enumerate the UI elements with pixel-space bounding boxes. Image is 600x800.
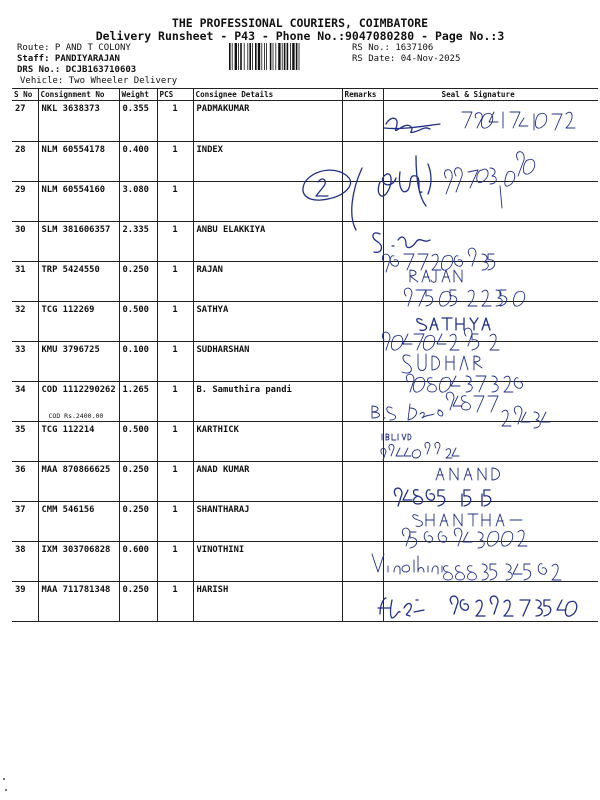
vehicle: Vehicle: Two Wheeler Delivery xyxy=(20,76,178,86)
cell-sno: 33 xyxy=(12,342,38,382)
cell-consignee: PADMAKUMAR xyxy=(193,101,342,142)
cell-seal xyxy=(383,142,598,182)
cell-consignee: KARTHICK xyxy=(193,422,342,462)
cell-sno: 29 xyxy=(12,182,38,222)
cell-sno: 38 xyxy=(12,542,38,582)
barcode-bar xyxy=(252,43,253,70)
cell-consignment: NKL 3638373 xyxy=(38,101,119,142)
barcode-bar xyxy=(255,43,257,70)
cell-pcs: 1 xyxy=(157,142,193,182)
scan-speck xyxy=(3,778,5,780)
table-row xyxy=(12,582,598,622)
cell-consignee: HARISH xyxy=(193,582,342,622)
cell-remarks xyxy=(342,582,383,622)
cell-sno: 30 xyxy=(12,222,38,262)
cell-remarks xyxy=(342,101,383,142)
cell-pcs: 1 xyxy=(157,342,193,382)
cell-consignment: SLM 381606357 xyxy=(38,222,119,262)
rs-date: RS Date: 04-Nov-2025 xyxy=(352,54,461,64)
cell-sno: 34 xyxy=(12,382,38,422)
barcode-bar xyxy=(292,43,294,70)
table-row xyxy=(12,422,598,462)
barcode-bar xyxy=(284,43,286,70)
cell-pcs: 1 xyxy=(157,222,193,262)
barcode-bar xyxy=(240,43,242,70)
table-row xyxy=(12,222,598,262)
cell-consignee: SUDHARSHAN xyxy=(193,342,342,382)
barcode-bar xyxy=(264,43,265,70)
barcode-bar xyxy=(258,43,260,70)
staff: Staff: PANDIYARAJAN xyxy=(17,54,120,64)
cell-seal xyxy=(383,342,598,382)
cell-consignee: INDEX xyxy=(193,142,342,182)
cell-consignment: MAA 711781348 xyxy=(38,582,119,622)
cell-consignee: ANBU ELAKKIYA xyxy=(193,222,342,262)
cell-pcs: 1 xyxy=(157,462,193,502)
cell-consignment: IXM 303706828 xyxy=(38,542,119,582)
barcode-bar xyxy=(296,43,298,70)
table-row xyxy=(12,382,598,422)
cell-pcs: 1 xyxy=(157,582,193,622)
cell-remarks xyxy=(342,382,383,422)
cell-seal xyxy=(383,222,598,262)
col-sno: S No xyxy=(12,89,38,101)
barcode-bar xyxy=(299,43,300,70)
cell-sno: 37 xyxy=(12,502,38,542)
barcode-bar xyxy=(273,43,274,70)
cell-consignment: TCG 112214 xyxy=(38,422,119,462)
cell-sno: 39 xyxy=(12,582,38,622)
cell-weight: 0.250 xyxy=(119,582,157,622)
cell-pcs: 1 xyxy=(157,422,193,462)
cell-remarks xyxy=(342,422,383,462)
cell-weight: 0.500 xyxy=(119,422,157,462)
table-row xyxy=(12,142,598,182)
cell-seal xyxy=(383,462,598,502)
barcode-bar xyxy=(235,43,237,70)
table-row xyxy=(12,462,598,502)
table-header-row xyxy=(12,89,598,101)
barcode-bar xyxy=(244,43,245,70)
route: Route: P AND T COLONY xyxy=(17,43,131,53)
cell-seal xyxy=(383,302,598,342)
cell-weight: 0.400 xyxy=(119,142,157,182)
cell-consignment: MAA 870866625 xyxy=(38,462,119,502)
cell-weight: 1.265 xyxy=(119,382,157,422)
cell-remarks xyxy=(342,262,383,302)
col-weight: Weight xyxy=(119,89,157,101)
cell-seal xyxy=(383,262,598,302)
barcode-bar xyxy=(249,43,251,70)
barcode xyxy=(228,43,348,70)
cell-sno: 36 xyxy=(12,462,38,502)
table-row xyxy=(12,502,598,542)
runsheet-title: Delivery Runsheet - P43 - Phone No.:9047080280 - Page No.:3 xyxy=(95,29,505,43)
cell-weight: 0.250 xyxy=(119,502,157,542)
cell-remarks xyxy=(342,502,383,542)
cell-pcs: 1 xyxy=(157,502,193,542)
table-row xyxy=(12,262,598,302)
table-row xyxy=(12,342,598,382)
cell-remarks xyxy=(342,542,383,582)
barcode-bar xyxy=(229,43,231,70)
col-seal: Seal & Signature xyxy=(383,89,598,101)
cell-weight: 2.335 xyxy=(119,222,157,262)
barcode-bar xyxy=(282,43,283,70)
drs-number: DRS No.: DCJB163710603 xyxy=(17,65,137,75)
cod-amount: COD Rs.2400.00 xyxy=(48,412,104,420)
company-name: THE PROFESSIONAL COURIERS, COIMBATORE xyxy=(171,16,429,30)
cell-pcs: 1 xyxy=(157,302,193,342)
cell-sno: 31 xyxy=(12,262,38,302)
cell-consignee: SATHYA xyxy=(193,302,342,342)
cell-remarks xyxy=(342,462,383,502)
cell-pcs: 1 xyxy=(157,542,193,582)
barcode-bar xyxy=(261,43,262,70)
rs-number: RS No.: 1637106 xyxy=(352,43,434,53)
cell-consignee xyxy=(193,182,342,222)
cell-consignment: TRP 5424550 xyxy=(38,262,119,302)
cell-consignment: KMU 3796725 xyxy=(38,342,119,382)
table-row xyxy=(12,302,598,342)
cell-consignee: SHANTHARAJ xyxy=(193,502,342,542)
col-pcs: PCS xyxy=(157,89,193,101)
cell-consignee: RAJAN xyxy=(193,262,342,302)
cell-seal xyxy=(383,382,598,422)
barcode-bar xyxy=(232,43,233,70)
cell-weight: 3.080 xyxy=(119,182,157,222)
cell-consignee: B. Samuthira pandi xyxy=(193,382,342,422)
cell-consignment: NLM 60554178 xyxy=(38,142,119,182)
cell-seal xyxy=(383,422,598,462)
cell-weight: 0.500 xyxy=(119,302,157,342)
cell-sno: 27 xyxy=(12,101,38,142)
cell-consignee: VINOTHINI xyxy=(193,542,342,582)
cell-remarks xyxy=(342,182,383,222)
cell-consignment: TCG 112269 xyxy=(38,302,119,342)
cell-consignee: ANAD KUMAR xyxy=(193,462,342,502)
barcode-bar xyxy=(278,43,280,70)
cell-sno: 28 xyxy=(12,142,38,182)
cell-remarks xyxy=(342,342,383,382)
cell-seal xyxy=(383,542,598,582)
barcode-bar xyxy=(238,43,239,70)
col-consignment: Consignment No xyxy=(38,89,119,101)
cell-consignment: COD 1112290262 COD Rs.2400.00 xyxy=(38,382,119,422)
cell-remarks xyxy=(342,142,383,182)
barcode-bar xyxy=(275,43,276,70)
barcode-bar xyxy=(247,43,248,70)
barcode-bar xyxy=(266,43,267,70)
table-row xyxy=(12,542,598,582)
barcode-bar xyxy=(290,43,291,70)
cell-pcs: 1 xyxy=(157,262,193,302)
cell-pcs: 1 xyxy=(157,182,193,222)
col-remarks: Remarks xyxy=(342,89,383,101)
cell-consignment: NLM 60554160 xyxy=(38,182,119,222)
cell-weight: 0.100 xyxy=(119,342,157,382)
cell-remarks xyxy=(342,302,383,342)
cell-weight: 0.355 xyxy=(119,101,157,142)
barcode-bar xyxy=(270,43,272,70)
barcode-bar xyxy=(287,43,289,70)
table-row xyxy=(12,101,598,142)
col-consignee: Consignee Details xyxy=(193,89,342,101)
cell-sno: 32 xyxy=(12,302,38,342)
runsheet-table xyxy=(12,88,598,622)
cell-pcs: 1 xyxy=(157,382,193,422)
cell-consignment: CMM 546156 xyxy=(38,502,119,542)
cell-seal xyxy=(383,101,598,142)
cell-weight: 0.250 xyxy=(119,262,157,302)
cell-seal xyxy=(383,582,598,622)
cell-weight: 0.600 xyxy=(119,542,157,582)
cell-remarks xyxy=(342,222,383,262)
cell-seal xyxy=(383,182,598,222)
cell-seal xyxy=(383,502,598,542)
cell-weight: 0.250 xyxy=(119,462,157,502)
table-row xyxy=(12,182,598,222)
cell-sno: 35 xyxy=(12,422,38,462)
scan-speck xyxy=(5,789,7,791)
cell-pcs: 1 xyxy=(157,101,193,142)
